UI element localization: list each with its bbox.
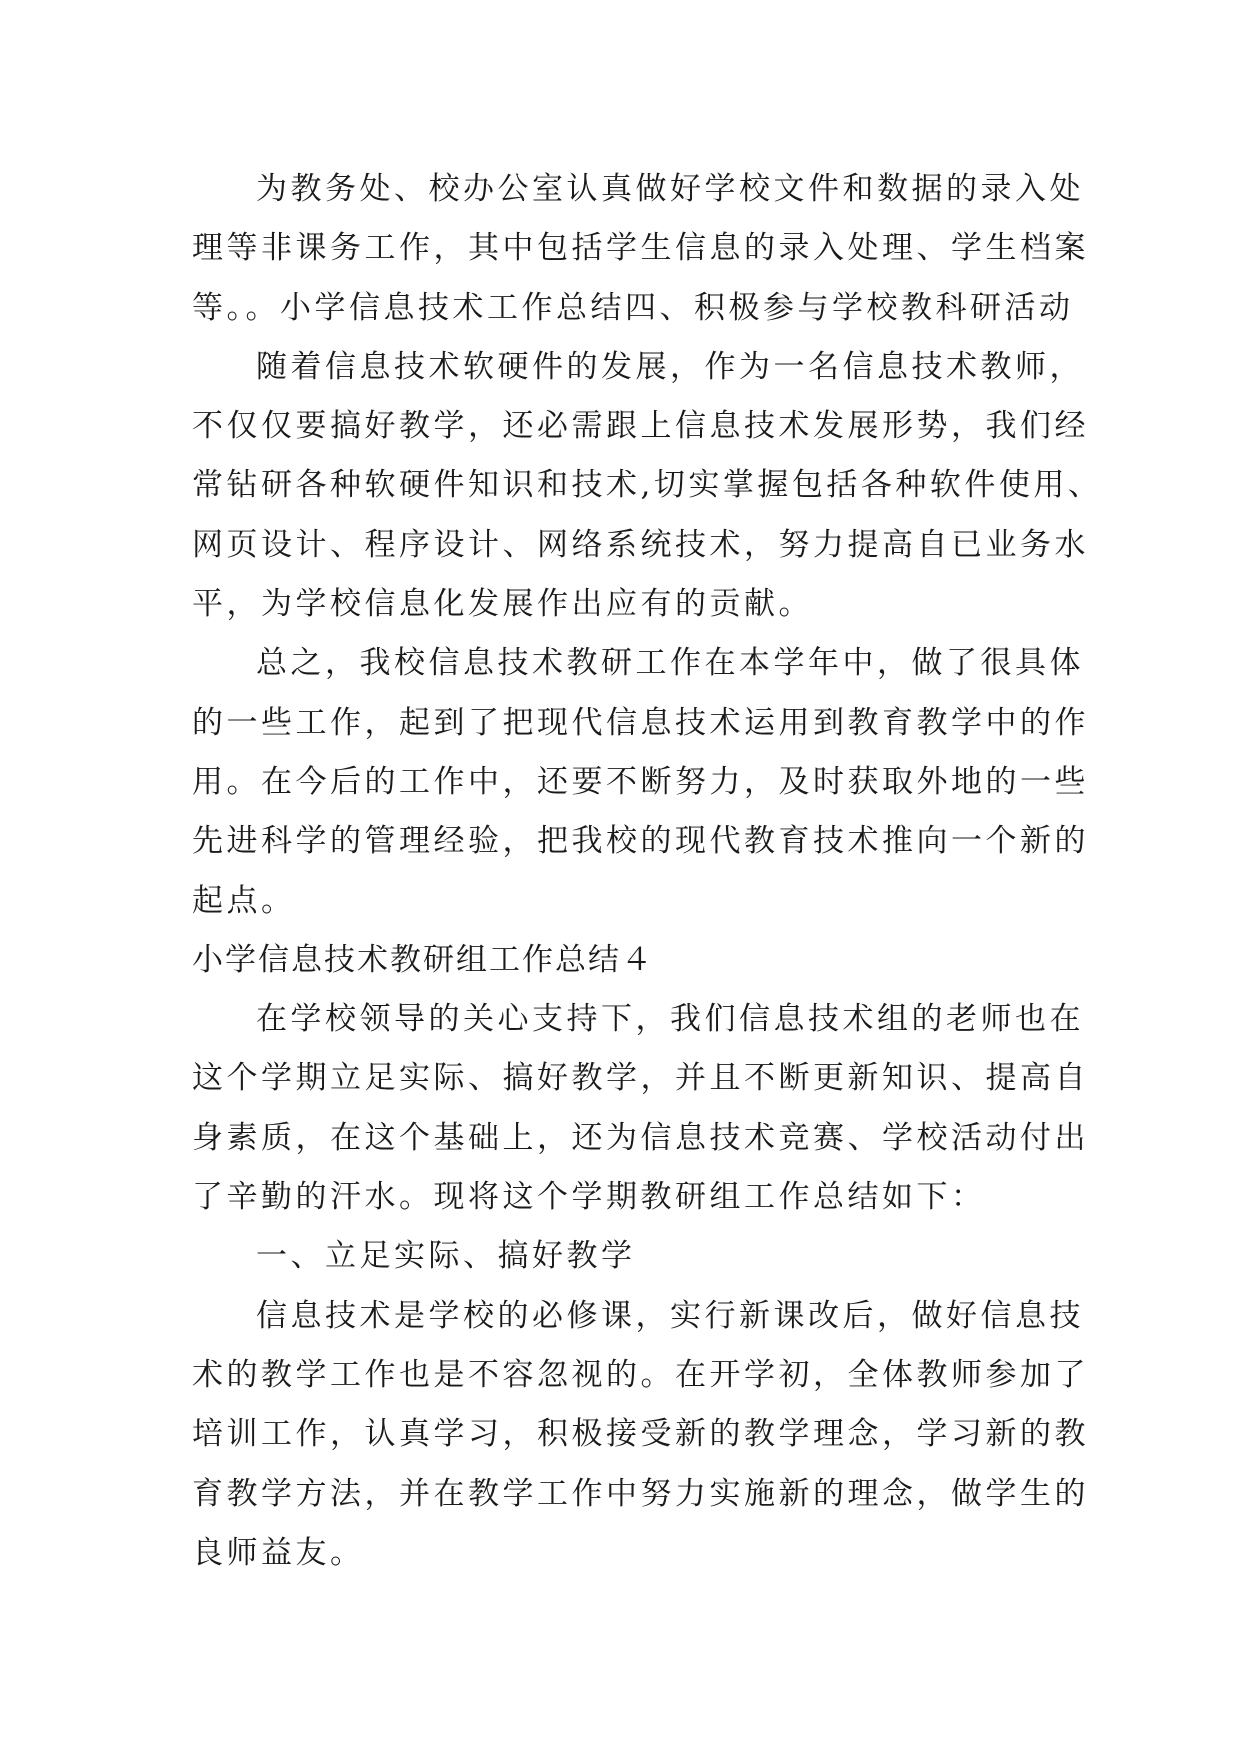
section-title: 小学信息技术教研组工作总结４: [192, 941, 654, 978]
paragraph-line: 先进科学的管理经验，把我校的现代教育技术推向一个新的: [192, 823, 1089, 860]
paragraph-line: 网页设计、程序设计、网络系统技术，努力提高自已业务水: [192, 526, 1089, 563]
paragraph-line: 培训工作，认真学习，积极接受新的教学理念，学习新的教: [192, 1416, 1089, 1453]
paragraph-line: 等。。小学信息技术工作总结四、积极参与学校教科研活动: [192, 289, 1074, 326]
paragraph-line: 随着信息技术软硬件的发展，作为一名信息技术教师，: [256, 348, 1084, 385]
document-body: [192, 160, 1103, 1583]
paragraph-line: 理等非课务工作，其中包括学生信息的录入处理、学生档案: [192, 230, 1089, 267]
paragraph-line: 这个学期立足实际、搞好教学，并且不断更新知识、提高自: [192, 1060, 1089, 1097]
paragraph-line: 的一些工作，起到了把现代信息技术运用到教育教学中的作: [192, 704, 1089, 741]
paragraph-line: 在学校领导的关心支持下，我们信息技术组的老师也在: [256, 1001, 1084, 1038]
paragraph-line: 总之，我校信息技术教研工作在本学年中，做了很具体: [256, 645, 1084, 682]
paragraph-line: 用。在今后的工作中，还要不断努力，及时获取外地的一些: [192, 763, 1089, 800]
paragraph-line: 信息技术是学校的必修课，实行新课改后，做好信息技: [256, 1297, 1084, 1334]
paragraph-line: 育教学方法，并在教学工作中努力实施新的理念，做学生的: [192, 1475, 1089, 1512]
paragraph-line: 术的教学工作也是不容忽视的。在开学初，全体教师参加了: [192, 1356, 1089, 1393]
paragraph-line: 了辛勤的汗水。现将这个学期教研组工作总结如下：: [192, 1179, 986, 1216]
paragraph-line: 为教务处、校办公室认真做好学校文件和数据的录入处: [256, 171, 1084, 207]
paragraph-line: 良师益友。: [192, 1534, 365, 1571]
paragraph-line: 不仅仅要搞好教学，还必需跟上信息技术发展形势，我们经: [192, 408, 1089, 445]
paragraph-line: 起点。: [192, 882, 296, 919]
subsection-heading: 一、立足实际、搞好教学: [256, 1238, 636, 1275]
paragraph-line: 常钻研各种软硬件知识和技术,切实掌握包括各种软件使用、: [192, 467, 1103, 504]
paragraph-line: 平，为学校信息化发展作出应有的贡献。: [192, 586, 813, 623]
paragraph-line: 身素质，在这个基础上，还为信息技术竞赛、学校活动付出: [192, 1119, 1089, 1156]
